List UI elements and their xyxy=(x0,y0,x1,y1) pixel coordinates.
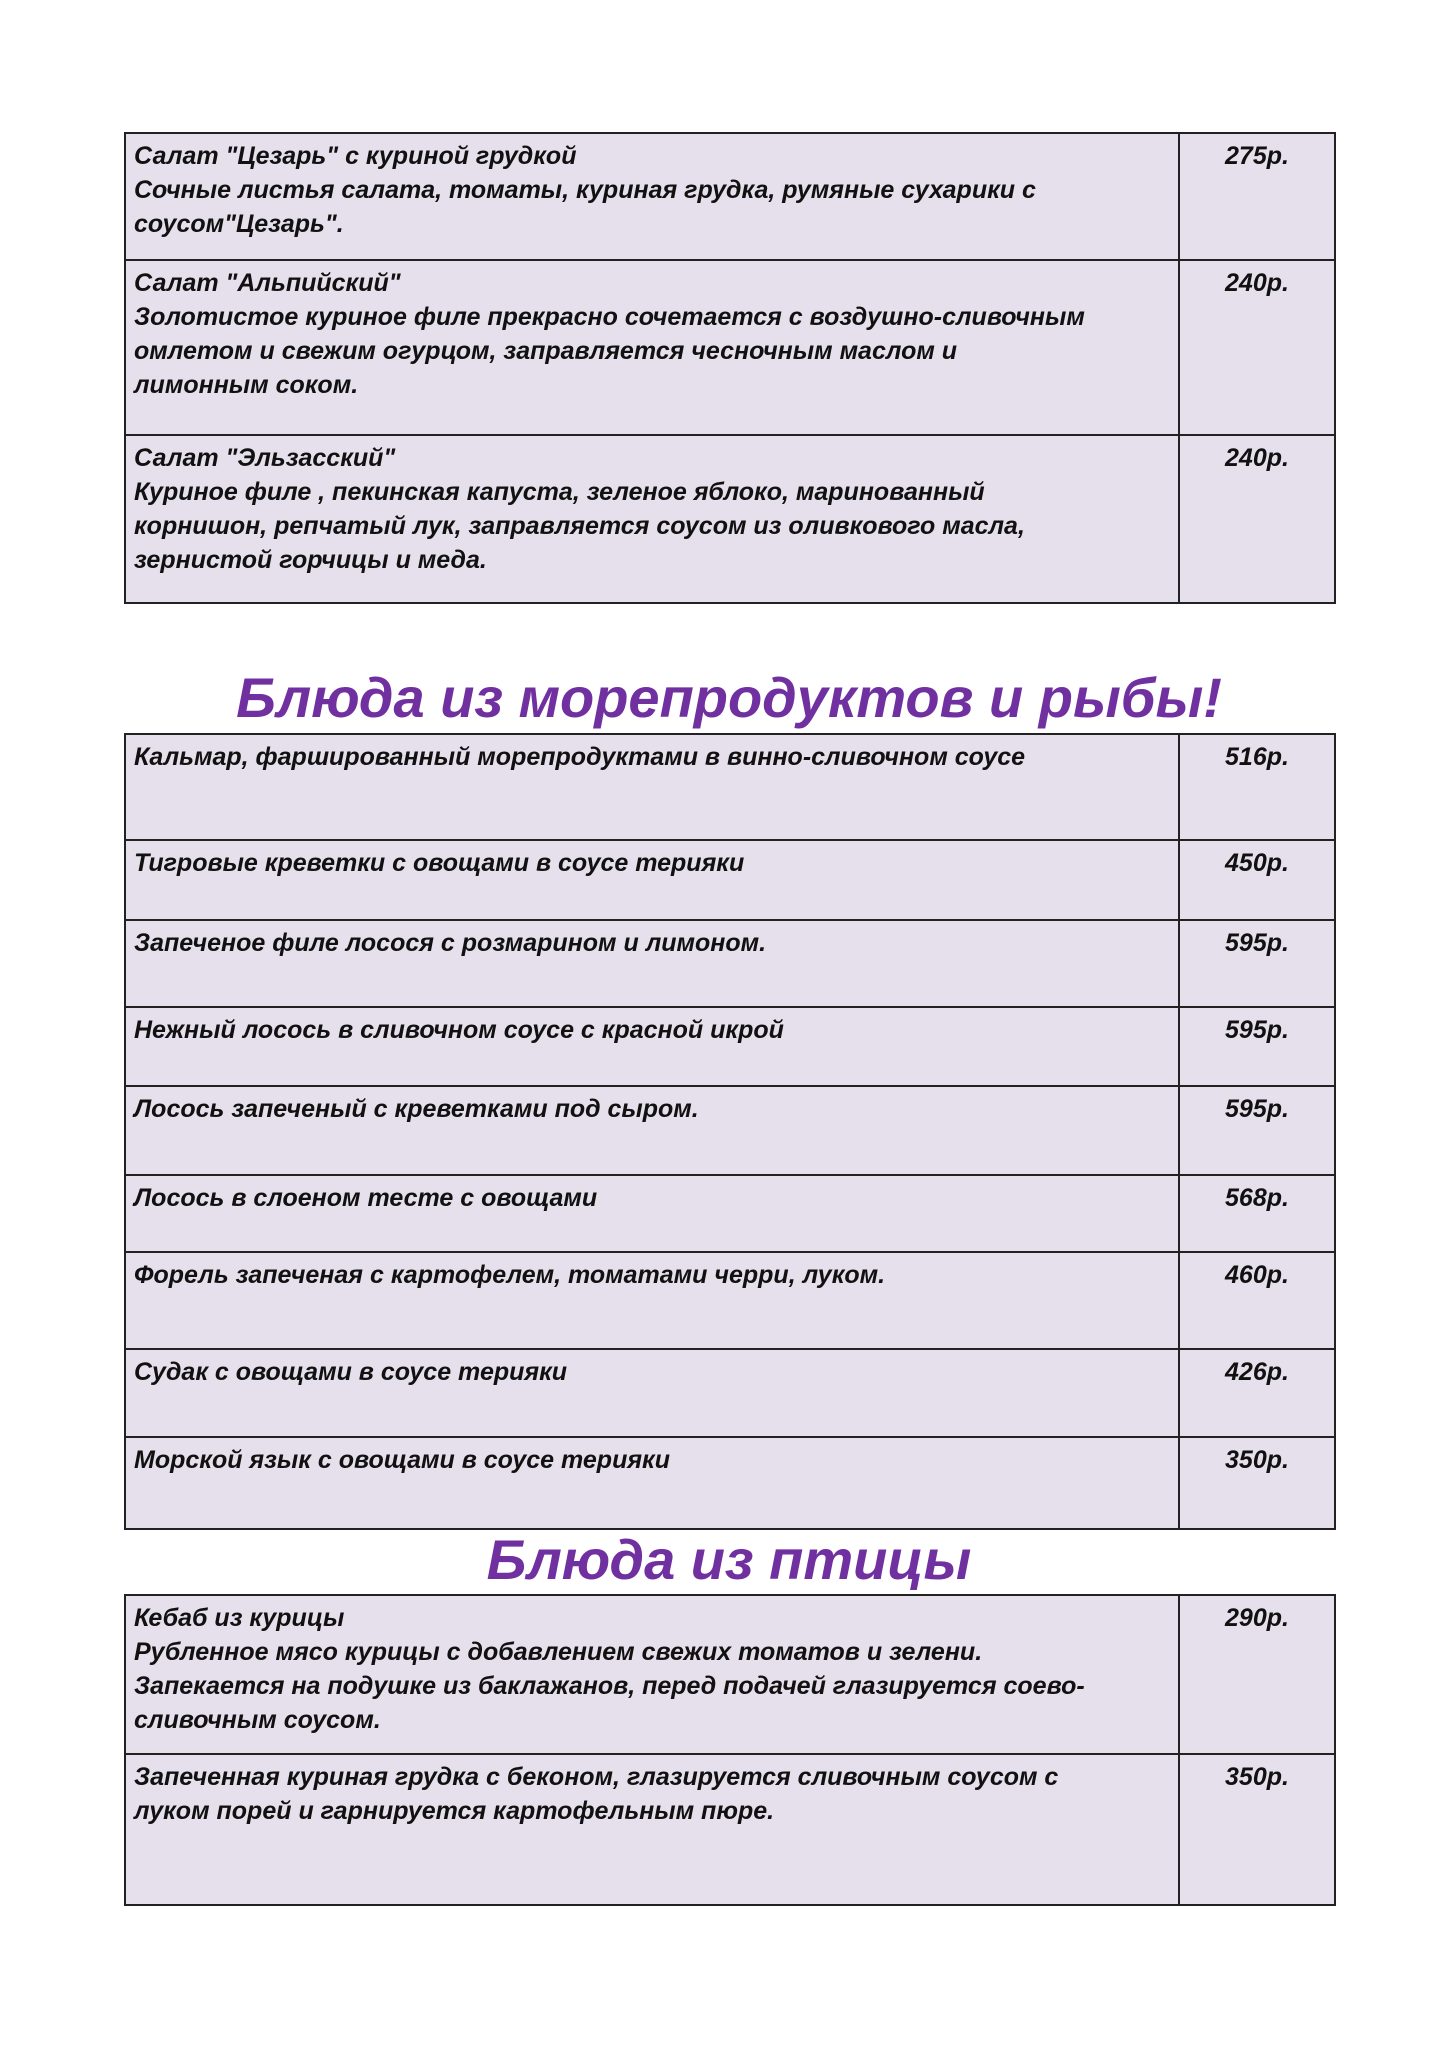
dish-description: сливочным соусом. xyxy=(134,1706,381,1734)
dish-name: Лосось запеченый с креветками под сыром. xyxy=(125,1086,1179,1175)
dish-name: Запеченое филе лосося с розмарином и лимоном. xyxy=(125,920,1179,1007)
salads-table xyxy=(124,132,1336,604)
dish-name: Запеченная куриная грудка с беконом, глазируется сливочным соусом с xyxy=(134,1763,1059,1791)
table-row xyxy=(125,920,1335,1007)
dish-description: лимонным соком. xyxy=(134,371,359,399)
dish-description: Куриное филе , пекинская капуста, зеленое яблоко, маринованный xyxy=(134,478,985,506)
dish-price: 595р. xyxy=(1179,1007,1335,1086)
dish-price: 516р. xyxy=(1179,734,1335,840)
dish-name: Лосось в слоеном тесте с овощами xyxy=(125,1175,1179,1252)
dish-cell xyxy=(125,260,1179,435)
table-row xyxy=(125,1086,1335,1175)
table-row xyxy=(125,1252,1335,1349)
dish-name: Салат "Цезарь" с куриной грудкой xyxy=(134,142,577,170)
table-row xyxy=(125,734,1335,840)
dish-name: Форель запеченая с картофелем, томатами черри, луком. xyxy=(125,1252,1179,1349)
dish-description: зернистой горчицы и меда. xyxy=(134,546,487,574)
dish-name: Салат "Эльзасский" xyxy=(134,444,396,472)
dish-description: Золотистое куриное филе прекрасно сочетается с воздушно-сливочным xyxy=(134,303,1085,331)
section-title-seafood: Блюда из морепродуктов и рыбы! xyxy=(236,666,1222,729)
section-title-poultry: Блюда из птицы xyxy=(486,1528,972,1591)
dish-price: 240р. xyxy=(1179,260,1335,435)
dish-description: Рубленное мясо курицы с добавлением свежих томатов и зелени. xyxy=(134,1638,983,1666)
dish-price: 290р. xyxy=(1179,1595,1335,1754)
table-row xyxy=(125,1349,1335,1437)
dish-description: соусом"Цезарь". xyxy=(134,210,344,238)
table-row xyxy=(125,435,1335,603)
dish-name: Судак с овощами в соусе терияки xyxy=(125,1349,1179,1437)
dish-description: луком порей и гарнируется картофельным пюре. xyxy=(134,1797,775,1825)
dish-name: Кебаб из курицы xyxy=(134,1604,345,1632)
dish-name: Кальмар, фаршированный морепродуктами в винно-сливочном соусе xyxy=(125,734,1179,840)
dish-price: 426р. xyxy=(1179,1349,1335,1437)
table-row xyxy=(125,1437,1335,1529)
dish-description: Запекается на подушке из баклажанов, перед подачей глазируется соево- xyxy=(134,1672,1085,1700)
dish-price: 350р. xyxy=(1179,1437,1335,1529)
table-row xyxy=(125,1754,1335,1905)
table-row xyxy=(125,260,1335,435)
dish-cell xyxy=(125,435,1179,603)
poultry-table xyxy=(124,1594,1336,1906)
dish-price: 350р. xyxy=(1179,1754,1335,1905)
dish-price: 450р. xyxy=(1179,840,1335,920)
dish-name: Морской язык с овощами в соусе терияки xyxy=(125,1437,1179,1529)
dish-price: 595р. xyxy=(1179,1086,1335,1175)
dish-description: корнишон, репчатый лук, заправляется соусом из оливкового масла, xyxy=(134,512,1025,540)
dish-description: омлетом и свежим огурцом, заправляется чесночным маслом и xyxy=(134,337,958,365)
dish-cell xyxy=(125,1754,1179,1905)
table-row xyxy=(125,1595,1335,1754)
dish-name: Нежный лосось в сливочном соусе с красной икрой xyxy=(125,1007,1179,1086)
seafood-table xyxy=(124,733,1336,1530)
dish-name: Тигровые креветки с овощами в соусе терияки xyxy=(125,840,1179,920)
dish-cell xyxy=(125,133,1179,260)
table-row xyxy=(125,1175,1335,1252)
table-row xyxy=(125,840,1335,920)
dish-cell xyxy=(125,1595,1179,1754)
dish-price: 595р. xyxy=(1179,920,1335,1007)
dish-description: Сочные листья салата, томаты, куриная грудка, румяные сухарики с xyxy=(134,176,1036,204)
dish-price: 460р. xyxy=(1179,1252,1335,1349)
dish-price: 275р. xyxy=(1179,133,1335,260)
dish-price: 568р. xyxy=(1179,1175,1335,1252)
dish-name: Салат "Альпийский" xyxy=(134,269,401,297)
dish-price: 240р. xyxy=(1179,435,1335,603)
table-row xyxy=(125,1007,1335,1086)
table-row xyxy=(125,133,1335,260)
